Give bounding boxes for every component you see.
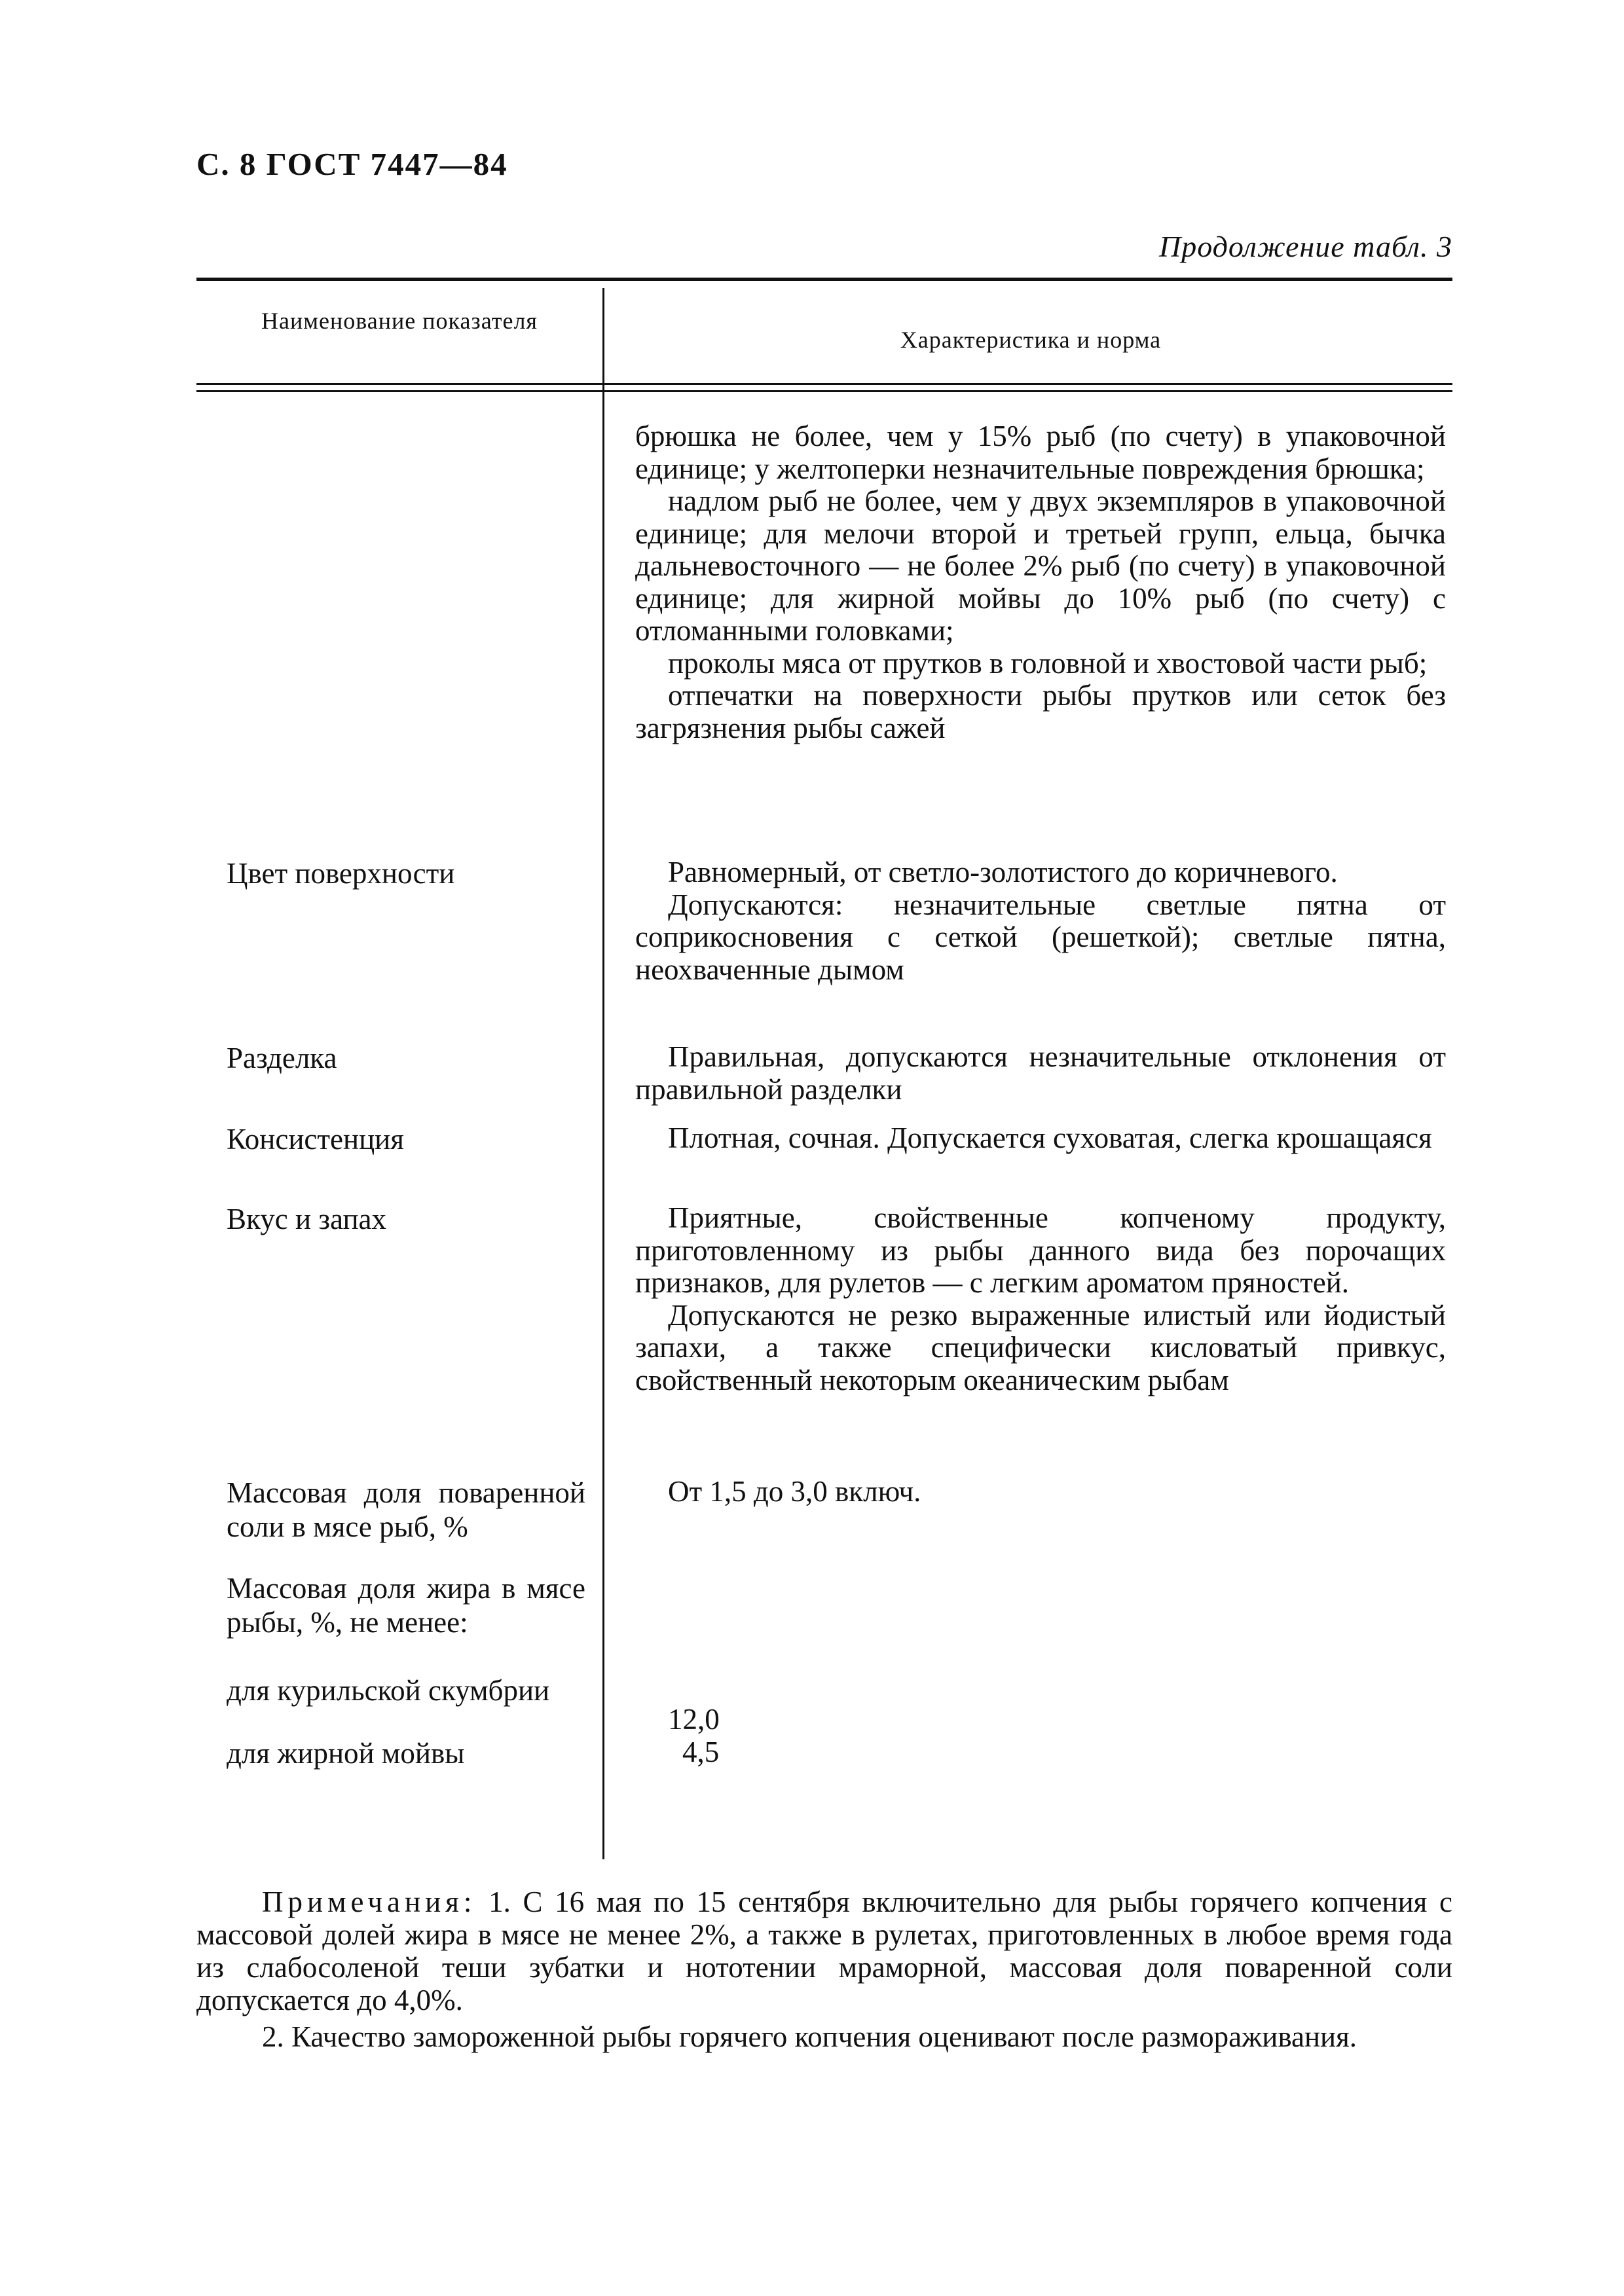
characteristic-paragraph: Плотная, сочная. Допускается суховатая, слегка крошащаяся [668,1121,1432,1154]
characteristic-paragraph: От 1,5 до 3,0 включ. [668,1475,921,1508]
indicator-taste-smell: Вкус и запах [227,1203,387,1235]
continued-characteristic-cell [635,420,1446,744]
notes-block [196,1886,1452,2053]
characteristic-paragraph: надлом рыб не более, чем у двух экземпляров в упаковочной единице; для мелочи второй и третьей групп, ельца, бычка дальневосточного — не более 2% рыб (по счету) в упаковочной единице; для жирной мойвы до 10% рыб (по счету) с отломанными головками; [635,484,1446,647]
indicator-surface-color: Цвет поверхности [227,857,455,890]
indicator-salt-content: Массовая доля поваренной соли в мясе рыб, % [227,1476,585,1543]
characteristic-paragraph: Допускаются: незначительные светлые пятна от соприкосновения с сеткой (решеткой); светлые пятна, неохваченные дымом [635,888,1446,986]
column-header-characteristic: Характеристика и норма [900,327,1162,353]
indicator-consistency: Консистенция [227,1123,404,1156]
indicator-fat-content: Массовая доля жира в мясе рыбы, %, не менее: [227,1572,585,1639]
characteristic-paragraph: проколы мяса от прутков в головной и хвостовой части рыб; [668,646,1428,680]
characteristic-paragraph: Равномерный, от светло-золотистого до коричневого. [668,856,1338,888]
fat-value-kuril-mackerel: 12,0 [668,1703,720,1736]
indicator-fat-fatty-capelin: для жирной мойвы [227,1737,465,1770]
indicator-cutting: Разделка [227,1042,337,1074]
column-header-indicator: Наименование показателя [261,308,538,334]
characteristic-paragraph: Приятные, свойственные копченому продукту, приготовленному из рыбы данного вида без порочащих признаков, для рулетов — с легким ароматом пряностей. [635,1201,1446,1299]
note-1-text: 1. С 16 мая по 15 сентября включительно для рыбы горячего копчения с массовой долей жира в мясе не менее 2%, а также в рулетах, приготовленных в любое время года из слабосоленой теши зубатки и нототении мраморной, массовая доля поваренной соли допускается до 4,0%. [196,1886,1452,2016]
characteristic-salt-content [635,1476,1446,1508]
table-continuation-label: Продолжение табл. 3 [1159,230,1452,263]
fat-value-fatty-capelin: 4,5 [682,1736,720,1768]
notes-label: Примечания: [262,1886,477,1918]
note-1 [196,1886,1452,2016]
characteristic-paragraph: брюшка не более, чем у 15% рыб (по счету) в упаковочной единице; у желтоперки незначительные повреждения брюшка; [635,420,1446,485]
characteristic-consistency [635,1122,1446,1155]
indicator-fat-kuril-mackerel: для курильской скумбрии [227,1674,550,1707]
table-header-double-rule [196,383,1452,392]
note-2: 2. Качество замороженной рыбы горячего копчения оценивают после размораживания. [262,2020,1357,2053]
characteristic-surface-color [635,856,1446,986]
characteristic-taste-smell [635,1202,1446,1396]
page-header: С. 8 ГОСТ 7447—84 [196,146,508,182]
characteristic-cutting [635,1041,1446,1106]
table-top-rule [196,278,1452,281]
characteristic-paragraph: отпечатки на поверхности рыбы прутков или сеток без загрязнения рыбы сажей [635,679,1446,744]
characteristic-paragraph: Правильная, допускаются незначительные отклонения от правильной разделки [635,1040,1446,1106]
characteristic-paragraph: Допускаются не резко выраженные илистый или йодистый запахи, а также специфически кисловатый привкус, свойственный некоторым океаническим рыбам [635,1298,1446,1396]
table-column-divider [602,288,604,1859]
